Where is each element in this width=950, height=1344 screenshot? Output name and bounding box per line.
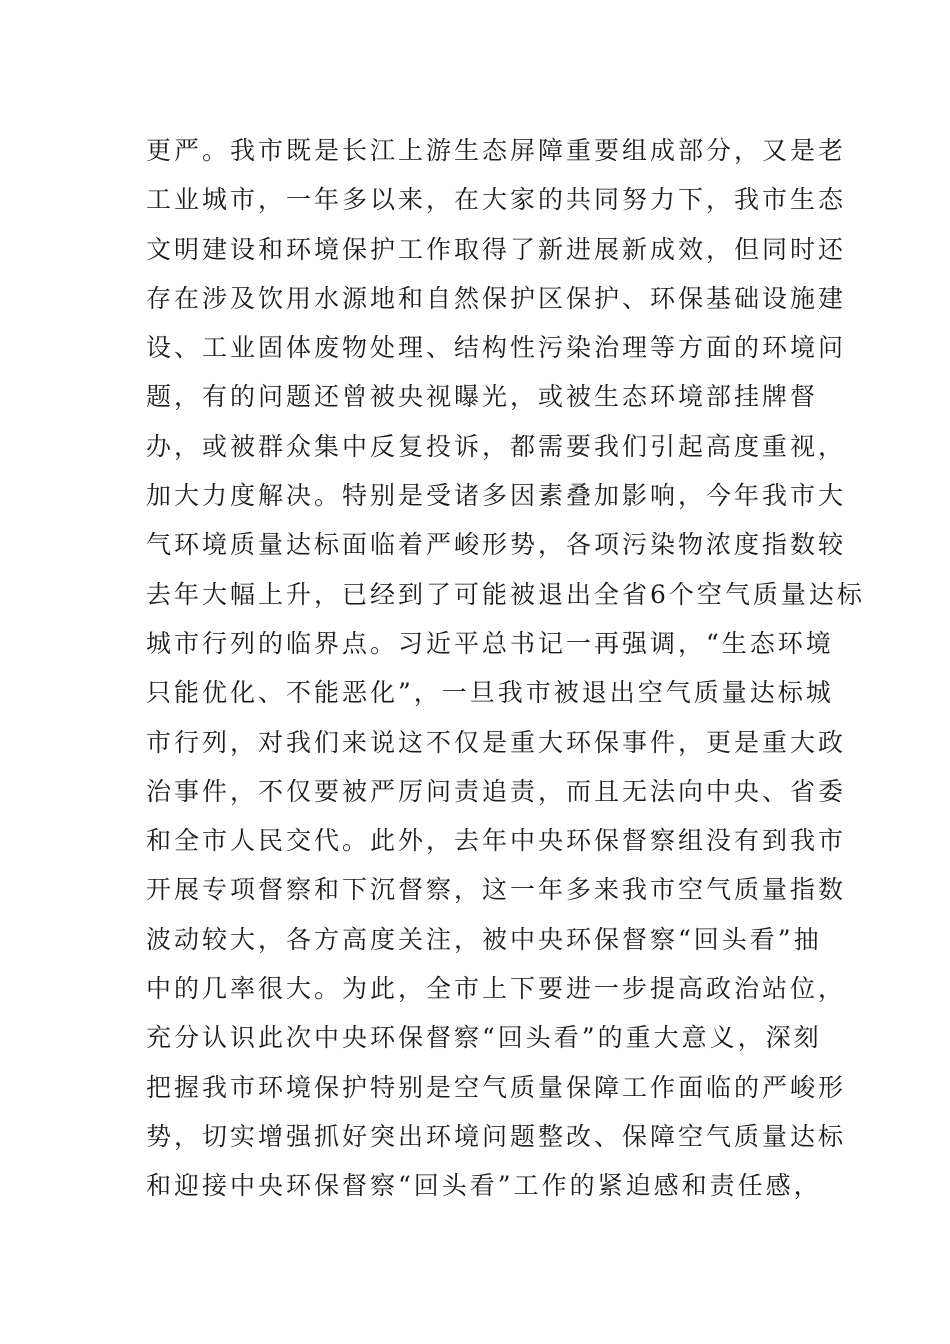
text-line: 去年大幅上升，已经到了可能被退出全省6个空气质量达标 — [146, 579, 865, 609]
text-line: 势，切实增强抓好突出环境问题整改、保障空气质量达标 — [146, 1121, 847, 1151]
text-line: 和全市人民交代。此外，去年中央环保督察组没有到我市 — [146, 826, 847, 856]
text-line: 设、工业固体废物处理、结构性污染治理等方面的环境问 — [146, 333, 847, 363]
text-line: 中的几率很大。为此，全市上下要进一步提高政治站位， — [146, 974, 847, 1004]
text-line: 办，或被群众集中反复投诉，都需要我们引起高度重视， — [146, 431, 847, 461]
text-line: 文明建设和环境保护工作取得了新进展新成效，但同时还 — [146, 234, 847, 264]
body-text — [146, 126, 865, 1211]
text-line: 存在涉及饮用水源地和自然保护区保护、环保基础设施建 — [146, 283, 847, 313]
text-line: 充分认识此次中央环保督察“回头看”的重大意义，深刻 — [146, 1023, 822, 1053]
text-line: 气环境质量达标面临着严峻形势，各项污染物浓度指数较 — [146, 530, 847, 560]
text-line: 题，有的问题还曾被央视曝光，或被生态环境部挂牌督 — [146, 382, 819, 412]
text-line: 工业城市，一年多以来，在大家的共同努力下，我市生态 — [146, 185, 847, 215]
text-line: 只能优化、不能恶化”，一旦我市被退出空气质量达标城 — [146, 678, 834, 708]
text-line: 加大力度解决。特别是受诸多因素叠加影响，今年我市大 — [146, 481, 847, 511]
text-line: 波动较大，各方高度关注，被中央环保督察“回头看”抽 — [146, 924, 822, 954]
text-line: 更严。我市既是长江上游生态屏障重要组成部分，又是老 — [146, 136, 847, 165]
text-line: 开展专项督察和下沉督察，这一年多来我市空气质量指数 — [146, 875, 847, 905]
text-line: 城市行列的临界点。习近平总书记一再强调，“生态环境 — [146, 628, 834, 658]
text-line: 市行列，对我们来说这不仅是重大环保事件，更是重大政 — [146, 727, 847, 757]
text-line: 把握我市环境保护特别是空气质量保障工作面临的严峻形 — [146, 1072, 847, 1102]
text-line: 治事件，不仅要被严厉问责追责，而且无法向中央、省委 — [146, 776, 847, 806]
text-line: 和迎接中央环保督察“回头看”工作的紧迫感和责任感， — [146, 1171, 822, 1201]
